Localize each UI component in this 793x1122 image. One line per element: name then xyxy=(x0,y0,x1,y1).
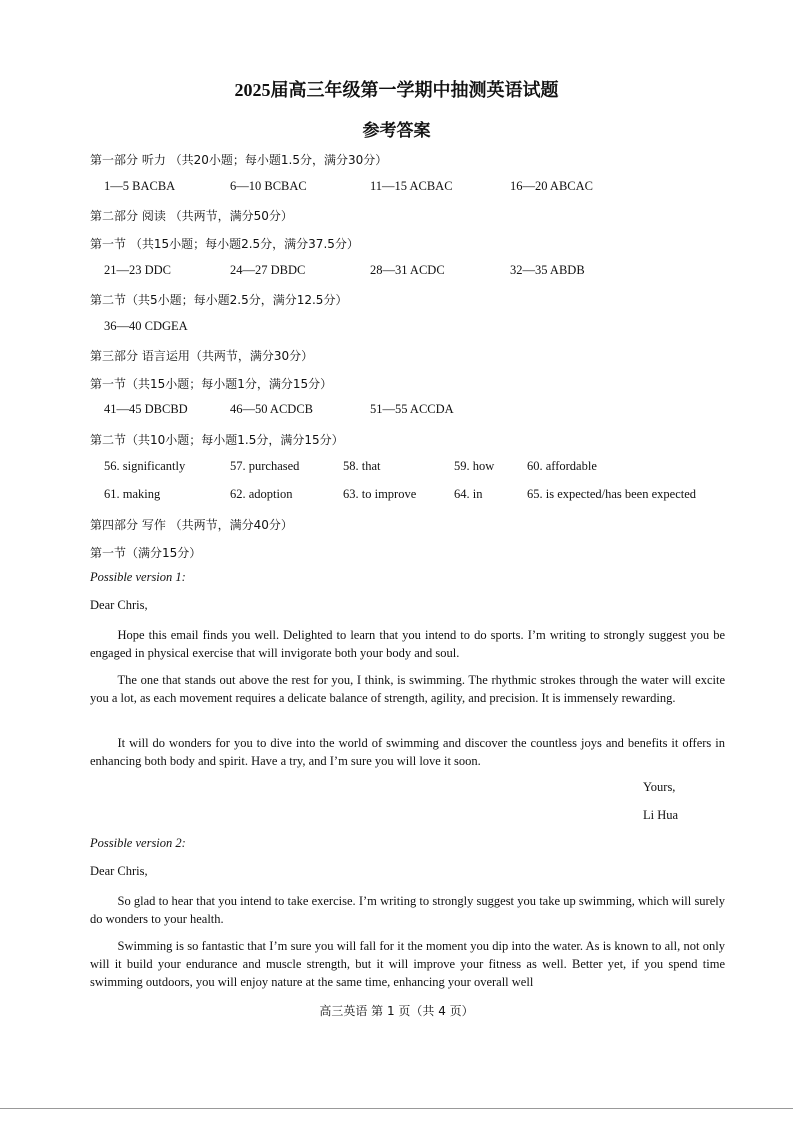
answer-group: 6—10 BCBAC xyxy=(230,179,307,193)
version1-signature: Li Hua xyxy=(643,808,679,822)
page-title: 2025届高三年级第一学期中抽测英语试题 xyxy=(234,80,559,100)
answer-item: 56. significantly xyxy=(104,459,186,473)
answer-group: 16—20 ABCAC xyxy=(510,179,594,193)
version2-paragraph-1: So glad to hear that you intend to take exercise. I’m writing to strongly suggest you take up swimming, which will surely do wonders to your health. xyxy=(90,894,725,926)
answer-group: 1—5 BACBA xyxy=(104,179,176,193)
part3-section1-heading: 第一节（共15小题；每小题1分，满分15分） xyxy=(90,377,333,391)
answer-group: 46—50 ACDCB xyxy=(230,402,314,416)
answer-item: 58. that xyxy=(343,459,381,473)
bottom-divider xyxy=(0,1108,793,1109)
answer-group: 51—55 ACCDA xyxy=(370,402,454,416)
version2-paragraph-2: Swimming is so fantastic that I’m sure you will fall for it the moment you dip into the water. As is known to all, not only will it build your endurance and muscle strength, but it will improve your fitness as well. Better yet, if you spend time swimming outdoors, you will enjoy nature at the same time, enhancing your overall well xyxy=(90,939,725,989)
part4-heading: 第四部分 写作 （共两节，满分40分） xyxy=(90,518,293,532)
version1-paragraph-3: It will do wonders for you to dive into the world of swimming and discover the countless joys and benefits it offers in enhancing both body and spirit. Have a try, and I’m sure you will love it soon. xyxy=(90,736,725,768)
part2-section1-heading: 第一节 （共15小题；每小题2.5分，满分37.5分） xyxy=(90,237,359,251)
answer-item: 65. is expected/has been expected xyxy=(527,487,697,501)
answer-group: 41—45 DBCBD xyxy=(104,402,188,416)
page-subtitle: 参考答案 xyxy=(362,121,431,140)
version2-salutation: Dear Chris, xyxy=(90,864,148,878)
answer-group: 24—27 DBDC xyxy=(230,263,306,277)
answer-item: 64. in xyxy=(454,487,483,501)
part3-section2-heading: 第二节（共10小题；每小题1.5分，满分15分） xyxy=(90,433,344,447)
answer-item: 60. affordable xyxy=(527,459,597,473)
answer-group: 36—40 CDGEA xyxy=(104,319,188,333)
part4-section1-heading: 第一节（满分15分） xyxy=(90,546,202,560)
version1-paragraph-2: The one that stands out above the rest for you, I think, is swimming. The rhythmic strokes through the water will excite you a lot, as each movement requires a delicate balance of strength, agility, and precision. It is immensely rewarding. xyxy=(90,673,725,705)
answer-group: 28—31 ACDC xyxy=(370,263,445,277)
part2-heading: 第二部分 阅读 （共两节，满分50分） xyxy=(90,209,293,223)
version1-label: Possible version 1: xyxy=(90,570,186,584)
answer-item: 63. to improve xyxy=(343,487,417,501)
answer-item: 59. how xyxy=(454,459,495,473)
part3-heading: 第三部分 语言运用（共两节，满分30分） xyxy=(90,349,314,363)
answer-group: 11—15 ACBAC xyxy=(370,179,453,193)
answer-item: 62. adoption xyxy=(230,487,293,501)
version1-salutation: Dear Chris, xyxy=(90,598,148,612)
answer-group: 21—23 DDC xyxy=(104,263,172,277)
part2-section2-heading: 第二节（共5小题；每小题2.5分，满分12.5分） xyxy=(90,293,348,307)
answer-item: 61. making xyxy=(104,487,161,501)
version2-label: Possible version 2: xyxy=(90,836,186,850)
version1-closing: Yours, xyxy=(643,780,676,794)
page-footer: 高三英语 第 1 页（共 4 页） xyxy=(319,1004,474,1018)
answer-item: 57. purchased xyxy=(230,459,300,473)
part1-heading: 第一部分 听力 （共20小题；每小题1.5分，满分30分） xyxy=(90,153,388,167)
version1-paragraph-1: Hope this email finds you well. Delighted to learn that you intend to do sports. I’m writing to strongly suggest you be engaged in physical exercise that will invigorate both your body and soul. xyxy=(90,628,725,660)
answer-group: 32—35 ABDB xyxy=(510,263,585,277)
